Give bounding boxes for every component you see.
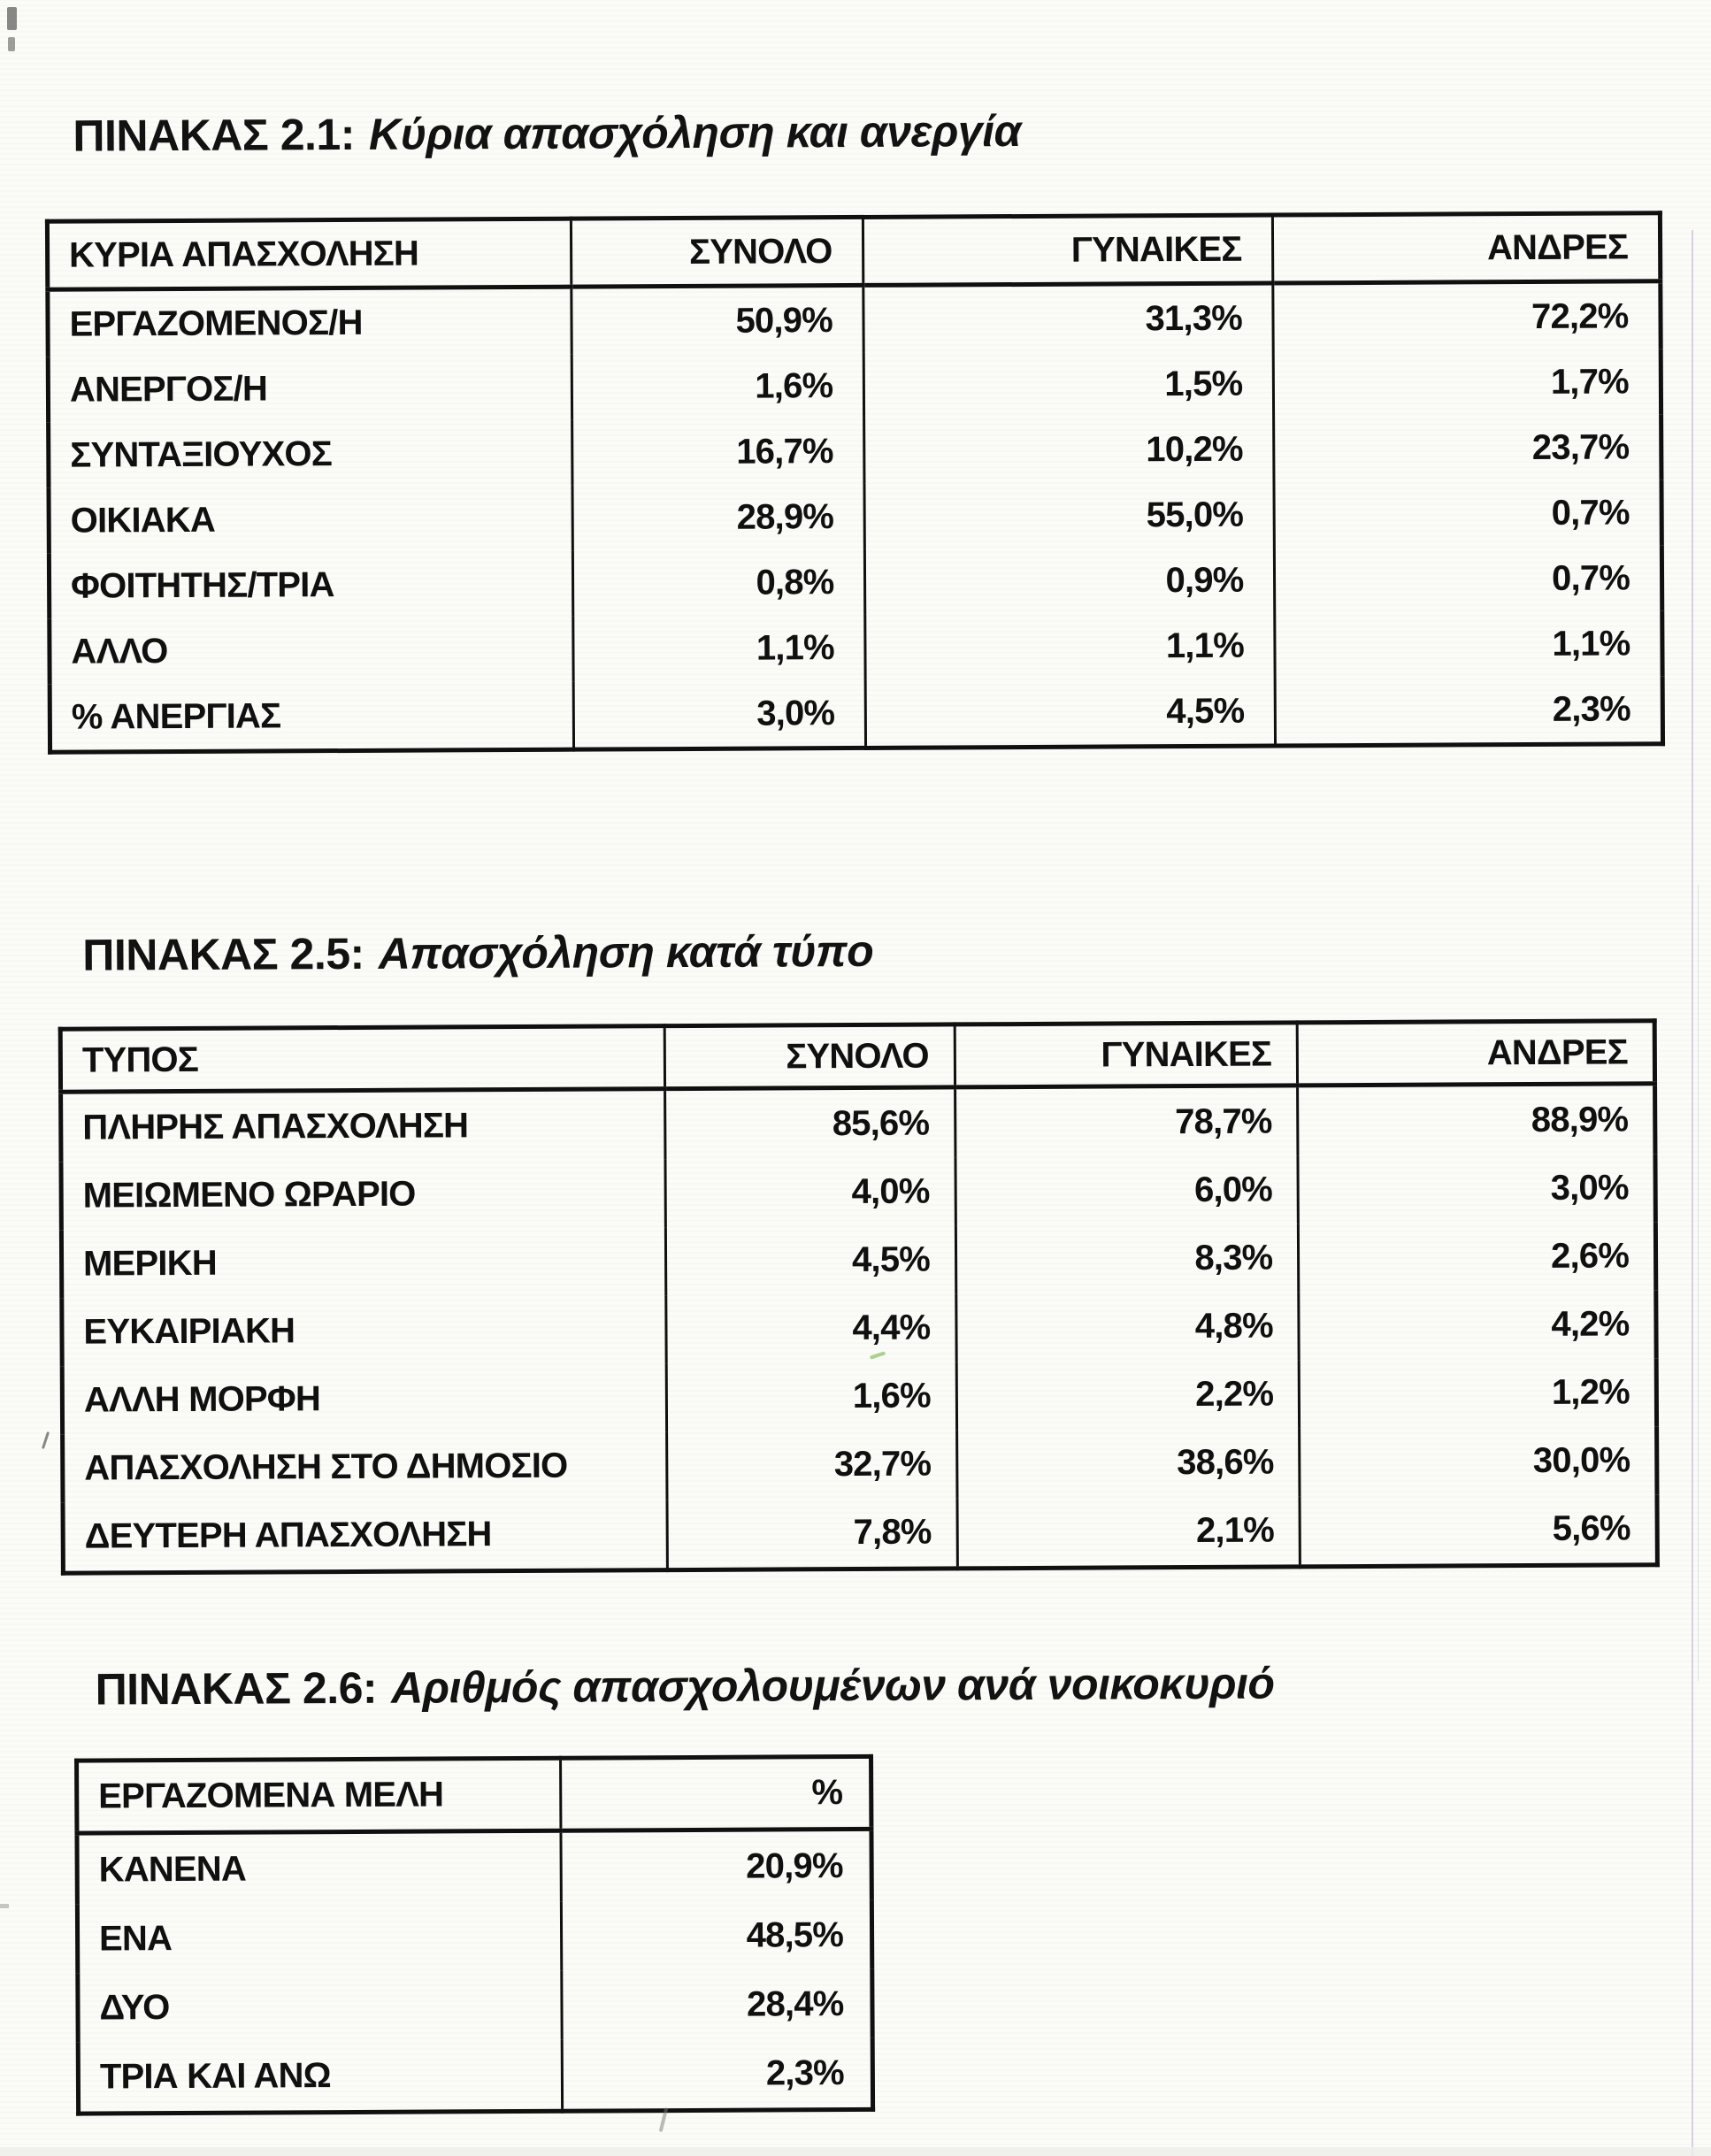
table-row	[49, 414, 1661, 488]
row-label: ΤΡΙΑ ΚΑΙ ΑΝΩ	[78, 2040, 562, 2114]
row-label: ΑΛΛΟ	[50, 617, 574, 685]
column-header: ΚΥΡΙΑ ΑΠΑΣΧΟΛΗΣΗ	[47, 219, 572, 289]
cell-value: 6,0%	[955, 1155, 1299, 1225]
employed-members-table	[74, 1754, 875, 2116]
cell-value: 2,2%	[956, 1360, 1300, 1430]
table-2-6-title-text: Αριθμός απασχολουμένων ανά νοικοκυριό	[390, 1658, 1275, 1713]
cell-value: 8,3%	[955, 1224, 1299, 1293]
cell-value: 4,8%	[956, 1292, 1300, 1362]
cell-value: 31,3%	[863, 283, 1273, 353]
header-row	[60, 1021, 1654, 1092]
row-label: ΦΟΙΤΗΤΗΣ/ΤΡΙΑ	[49, 551, 573, 619]
cell-value: 23,7%	[1274, 414, 1661, 481]
cell-value: 4,5%	[665, 1225, 955, 1295]
cell-value: 2,6%	[1299, 1222, 1656, 1292]
table-row	[50, 610, 1662, 685]
column-header: %	[560, 1756, 871, 1830]
cell-value: 88,9%	[1298, 1084, 1655, 1156]
table-row	[63, 1426, 1657, 1502]
table-2-5-number: ΠΙΝΑΚΑΣ 2.5:	[82, 928, 364, 980]
table-2-6-wrapper	[74, 1754, 875, 2116]
cell-value: 3,0%	[574, 680, 866, 749]
table-row	[78, 2038, 872, 2114]
column-header: ΕΡΓΑΖΟΜΕΝΑ ΜΕΛΗ	[77, 1758, 561, 1833]
row-label: ΣΥΝΤΑΞΙΟΥΧΟΣ	[49, 420, 573, 488]
cell-value: 28,4%	[562, 1969, 873, 2040]
row-label: ΑΝΕΡΓΟΣ/Η	[48, 355, 572, 423]
cell-value: 55,0%	[864, 482, 1274, 549]
table-2-1-title-text: Κύρια απασχόληση και ανεργία	[368, 106, 1022, 159]
cell-value: 16,7%	[572, 418, 864, 486]
cell-value: 4,2%	[1299, 1290, 1656, 1360]
header-row	[77, 1756, 871, 1833]
cell-value: 30,0%	[1300, 1426, 1657, 1496]
row-label: ΔΕΥΤΕΡΗ ΑΠΑΣΧΟΛΗΣΗ	[63, 1500, 667, 1573]
cell-value: 20,9%	[561, 1829, 872, 1901]
cell-value: 1,2%	[1300, 1358, 1657, 1428]
table-row	[62, 1290, 1656, 1366]
cell-value: 1,1%	[1275, 610, 1662, 678]
column-header: ΤΥΠΟΣ	[60, 1026, 664, 1093]
table-2-1-wrapper	[45, 211, 1665, 755]
row-label: ΑΛΛΗ ΜΟΡΦΗ	[62, 1363, 666, 1435]
cell-value: 78,7%	[955, 1086, 1298, 1158]
cell-value: 4,4%	[666, 1293, 956, 1363]
cell-value: 1,5%	[864, 351, 1274, 418]
cell-value: 0,7%	[1274, 480, 1661, 547]
row-label: ΟΙΚΙΑΚΑ	[49, 486, 573, 554]
row-label: ΑΠΑΣΧΟΛΗΣΗ ΣΤΟ ΔΗΜΟΣΙΟ	[63, 1431, 667, 1503]
cell-value: 72,2%	[1273, 281, 1661, 351]
row-label: % ΑΝΕΡΓΙΑΣ	[50, 682, 574, 753]
column-header: ΣΥΝΟΛΟ	[572, 217, 863, 287]
cell-value: 3,0%	[1298, 1154, 1655, 1224]
table-2-1-title	[73, 105, 1021, 162]
cell-value: 28,9%	[572, 484, 864, 551]
cell-value: 4,0%	[665, 1157, 955, 1227]
table-2-1-number: ΠΙΝΑΚΑΣ 2.1:	[73, 109, 356, 161]
table-row	[62, 1358, 1656, 1434]
employment-by-type-table	[58, 1018, 1660, 1575]
table-row	[49, 545, 1661, 619]
cell-value: 38,6%	[956, 1428, 1300, 1498]
cell-value: 48,5%	[561, 1900, 872, 1971]
table-2-5-title	[82, 925, 873, 981]
cell-value: 1,1%	[573, 615, 865, 682]
row-label: ΔΥΟ	[78, 1971, 562, 2043]
header-row	[47, 213, 1660, 290]
cell-value: 1,6%	[666, 1362, 956, 1431]
row-label: ΕΥΚΑΙΡΙΑΚΗ	[62, 1295, 666, 1367]
main-employment-table	[45, 211, 1665, 755]
table-row	[77, 1900, 871, 1974]
table-2-5-title-text: Απασχόληση κατά τύπο	[378, 925, 874, 978]
cell-value: 2,3%	[1276, 676, 1663, 746]
cell-value: 5,6%	[1300, 1494, 1657, 1567]
cell-value: 0,8%	[573, 549, 865, 617]
table-row	[48, 349, 1661, 423]
table-row	[63, 1494, 1657, 1573]
cell-value: 1,7%	[1274, 349, 1661, 416]
table-row	[49, 480, 1661, 554]
cell-value: 32,7%	[667, 1430, 957, 1500]
row-label: ΠΛΗΡΗΣ ΑΠΑΣΧΟΛΗΣΗ	[61, 1089, 665, 1162]
cell-value: 50,9%	[572, 285, 863, 354]
table-row	[61, 1084, 1655, 1162]
table-2-6-title	[95, 1658, 1274, 1715]
cell-value: 4,5%	[866, 679, 1276, 748]
column-header: ΑΝΔΡΕΣ	[1273, 213, 1661, 283]
column-header: ΑΝΔΡΕΣ	[1298, 1021, 1655, 1086]
cell-value: 0,9%	[865, 548, 1275, 615]
table-row	[77, 1829, 871, 1904]
row-label: ΕΡΓΑΖΟΜΕΝΟΣ/Η	[48, 287, 572, 357]
column-header: ΣΥΝΟΛΟ	[664, 1024, 955, 1089]
table-row	[48, 281, 1661, 357]
column-header: ΓΥΝΑΙΚΕΣ	[955, 1023, 1298, 1087]
table-2-5-wrapper	[58, 1018, 1660, 1575]
row-label: ΜΕΙΩΜΕΝΟ ΩΡΑΡΙΟ	[61, 1159, 665, 1231]
column-header: ΓΥΝΑΙΚΕΣ	[863, 215, 1273, 285]
table-row	[50, 676, 1662, 752]
row-label: ΜΕΡΙΚΗ	[61, 1227, 665, 1299]
table-row	[61, 1222, 1655, 1298]
table-row	[78, 1969, 872, 2043]
cell-value: 1,6%	[572, 353, 864, 420]
cell-value: 0,7%	[1275, 545, 1662, 612]
row-label: ΚΑΝΕΝΑ	[77, 1830, 561, 1904]
cell-value: 85,6%	[665, 1087, 955, 1159]
cell-value: 2,3%	[562, 2038, 873, 2111]
table-row	[61, 1154, 1655, 1230]
table-2-6-number: ΠΙΝΑΚΑΣ 2.6:	[95, 1662, 378, 1715]
row-label: ΕΝΑ	[77, 1902, 561, 1974]
cell-value: 10,2%	[864, 417, 1274, 484]
cell-value: 2,1%	[957, 1496, 1301, 1569]
cell-value: 7,8%	[667, 1498, 957, 1569]
cell-value: 1,1%	[865, 613, 1275, 680]
